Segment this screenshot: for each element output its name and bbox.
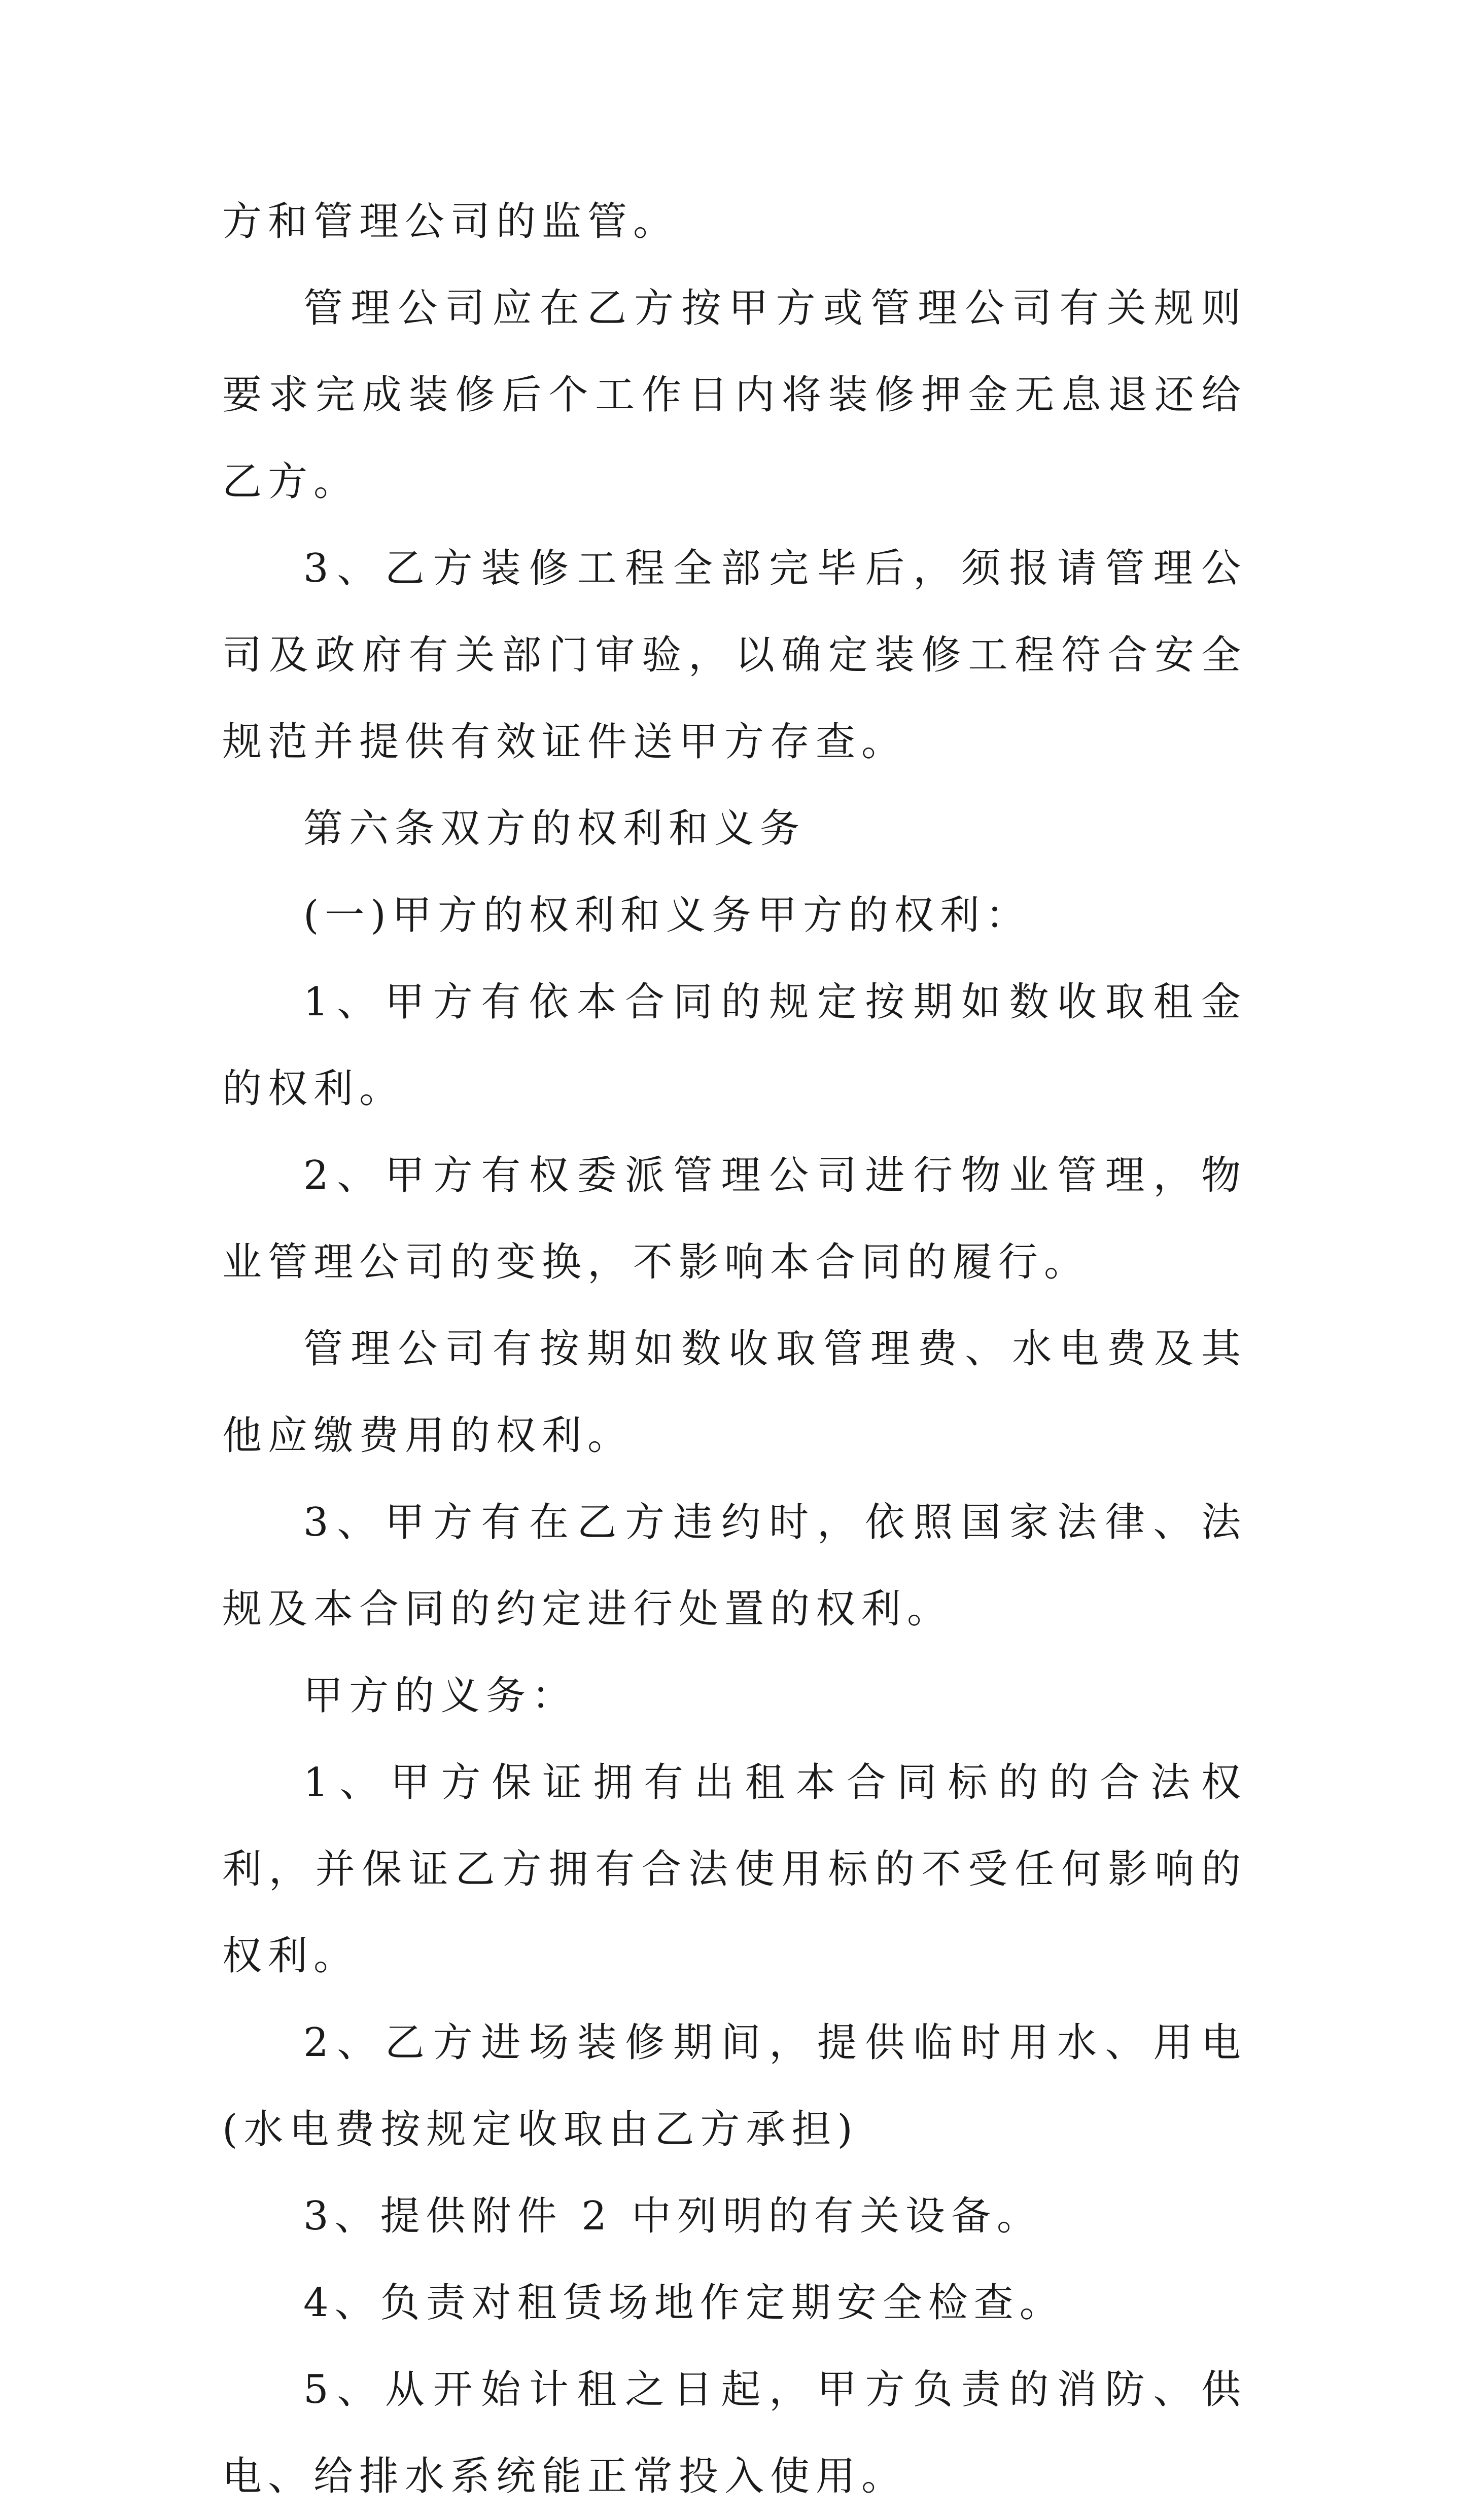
section-heading-article-6: 第六条双方的权利和义务 bbox=[303, 806, 806, 851]
list-item-right-2: 2、甲方有权委派管理公司进行物业管理，物业管理公司的变换，不影响本合同的履行。 bbox=[222, 1153, 1247, 1285]
subsection-heading-party-a: (一)甲方的权利和义务甲方的权利： bbox=[303, 893, 1031, 938]
list-item-right-1: 1、甲方有依本合同的规定按期如数收取租金的权利。 bbox=[222, 979, 1247, 1112]
list-item-obligation-2: 2、乙方进场装修期间，提供临时用水、用电(水电费按规定收取由乙方承担) bbox=[222, 2020, 1247, 2152]
list-item-obligation-5: 5、从开始计租之日起，甲方负责的消防、供电、给排水系统能正常投入使用。 bbox=[222, 2367, 1247, 2499]
subsection-heading-obligations: 甲方的义务： bbox=[303, 1673, 578, 1719]
list-item-right-3: 3、甲方有在乙方违约时，依照国家法律、法规及本合同的约定进行处置的权利。 bbox=[222, 1500, 1247, 1632]
list-item-obligation-1: 1、甲方保证拥有出租本合同标的的合法权利，并保证乙方拥有合法使用标的不受任何影响的权利。 bbox=[222, 1760, 1247, 1979]
paragraph-management-fees: 管理公司有按期如数收取管理费、水电费及其他应缴费用的权利。 bbox=[222, 1326, 1247, 1459]
list-item-obligation-3: 3、提供附件 2 中列明的有关设备。 bbox=[303, 2193, 1042, 2239]
paragraph-deposit-refund: 管理公司应在乙方按甲方或管理公司有关规则要求完成装修后个工作日内将装修押金无息退还给乙方。 bbox=[222, 286, 1247, 505]
list-item-obligation-4: 4、负责对租赁场地作定期安全检查。 bbox=[303, 2280, 1065, 2326]
document-body bbox=[222, 179, 1247, 2520]
paragraph-inspection: 3、乙方装修工程全部完毕后，须报请管理公司及政府有关部门审验，以确定装修工程符合安全规范并提供有效证件送甲方存查。 bbox=[222, 546, 1247, 765]
paragraph-continuation: 方和管理公司的监管。 bbox=[222, 199, 679, 244]
